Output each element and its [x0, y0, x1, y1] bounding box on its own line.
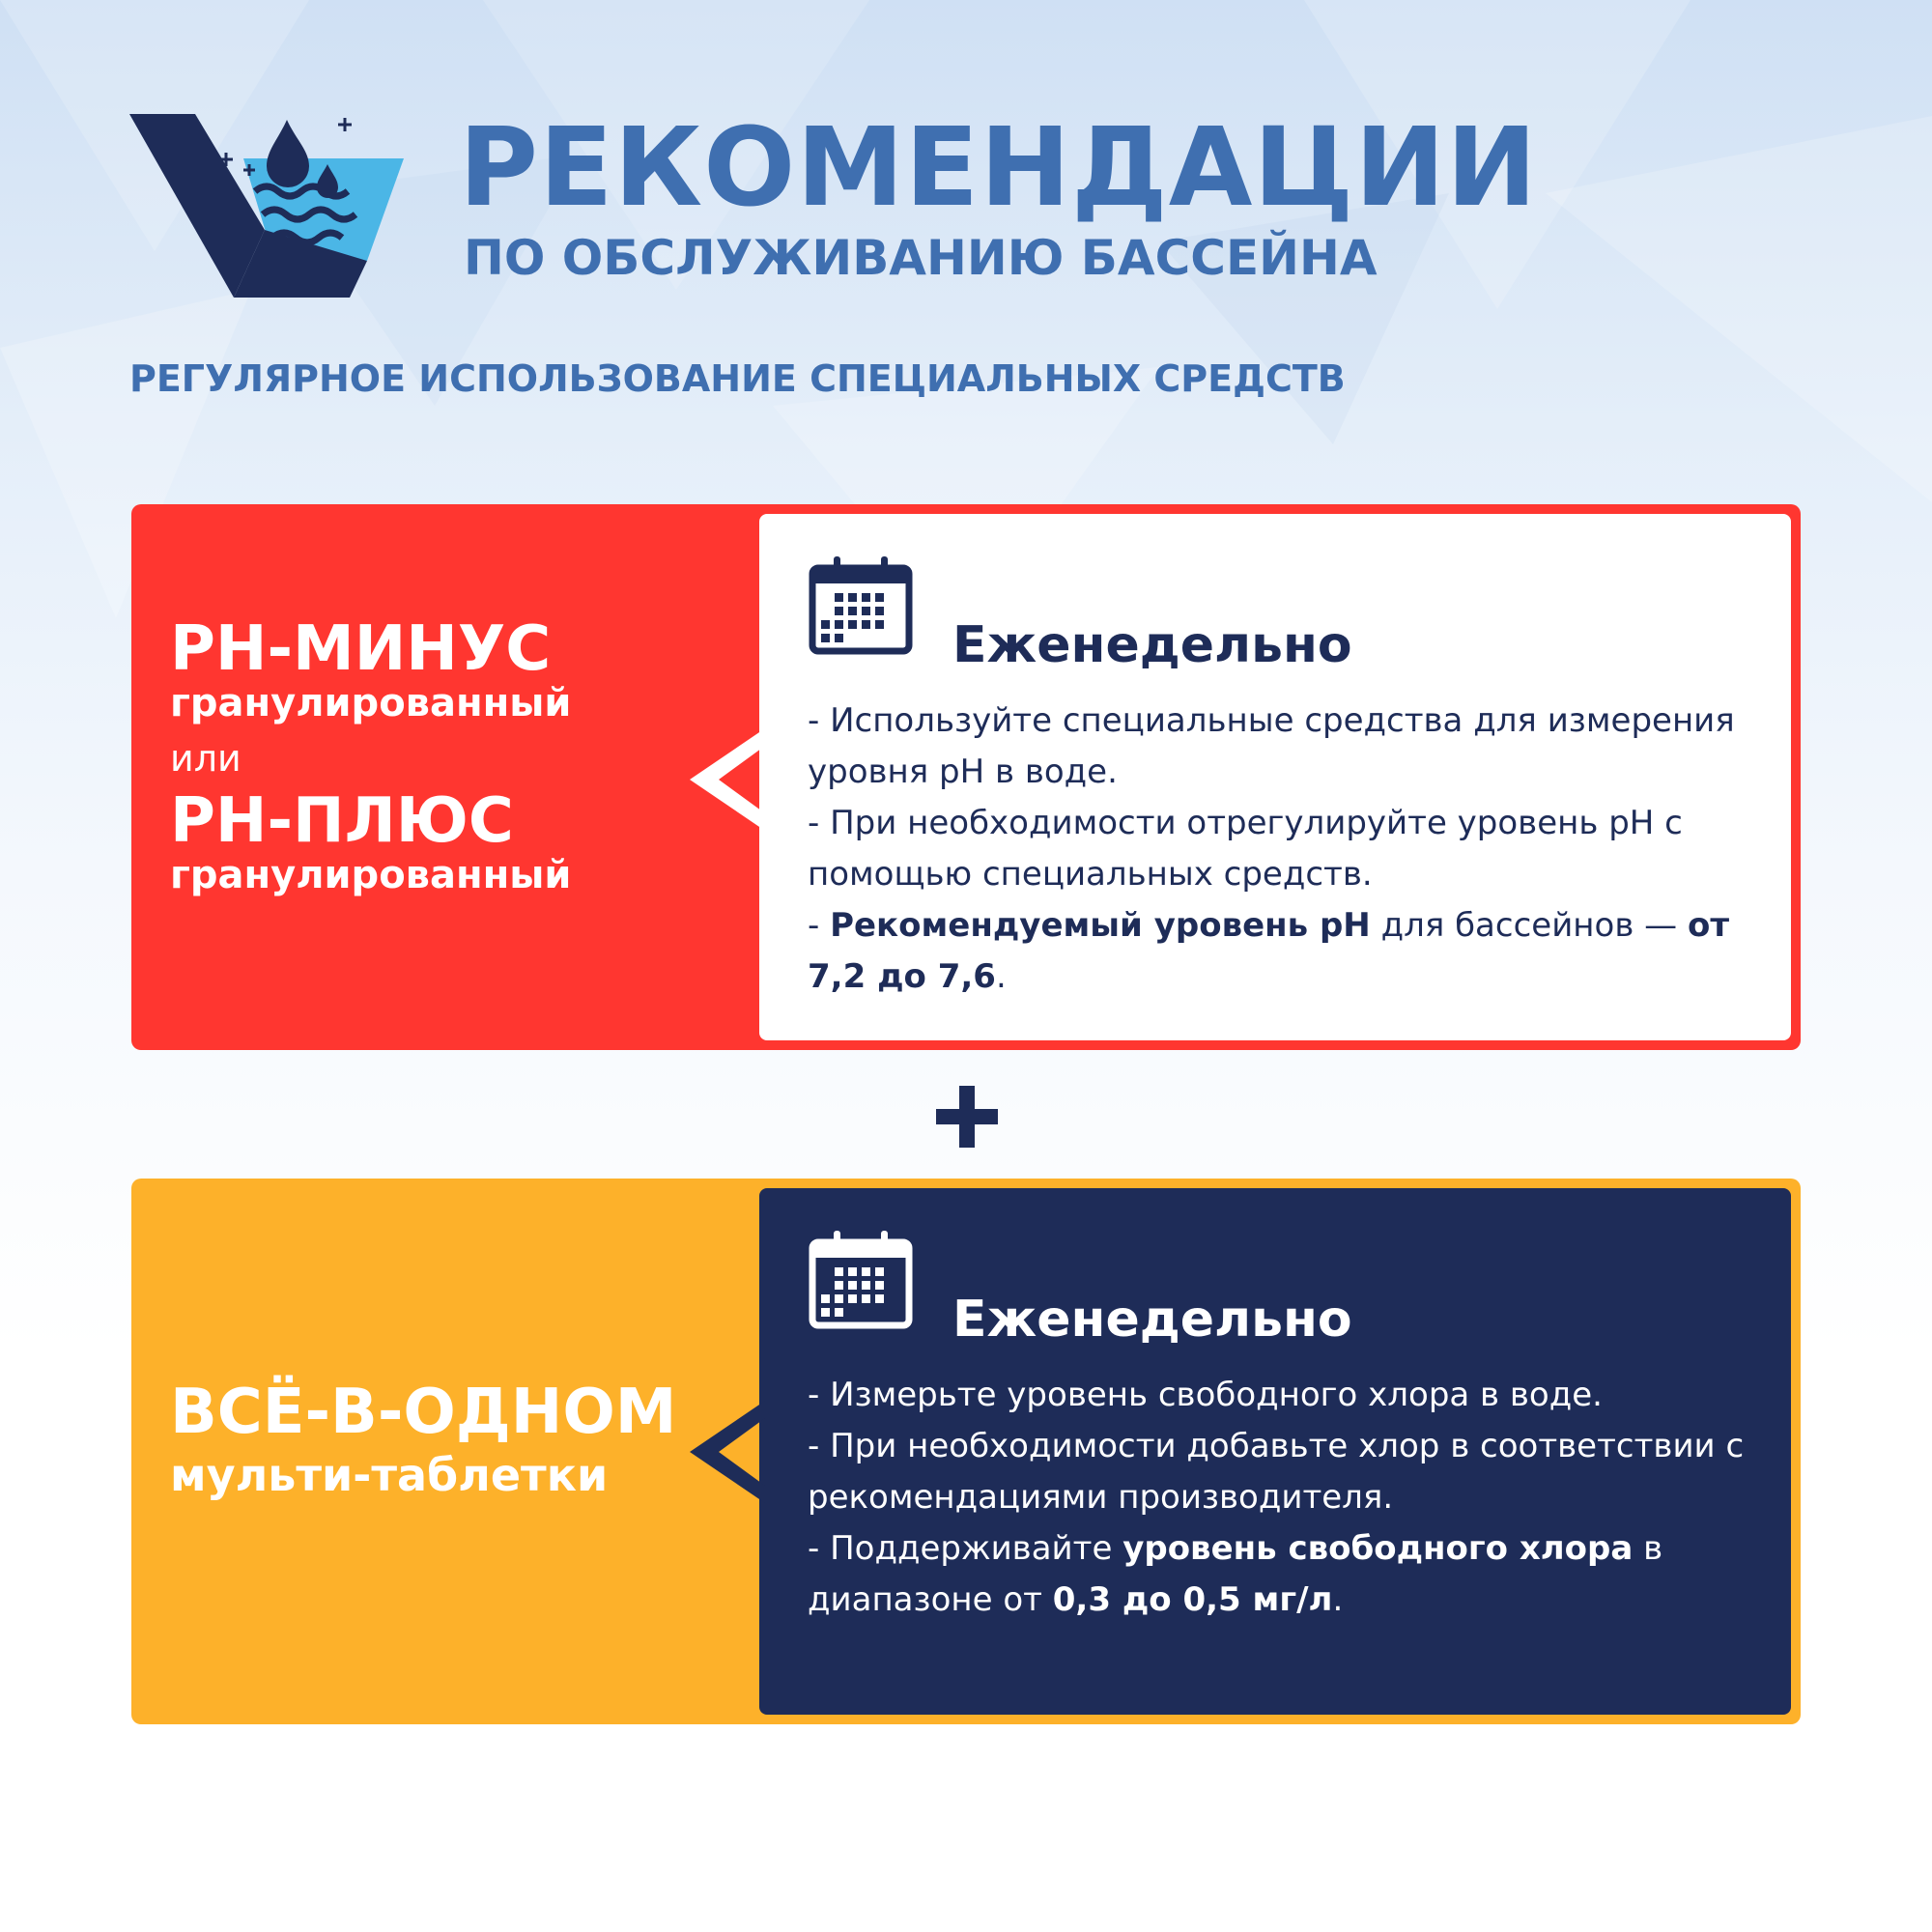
- calendar-icon: [808, 554, 914, 656]
- product-name: ВСЁ-В-ОДНОМ: [170, 1377, 677, 1448]
- ph-instructions-text: [808, 696, 1774, 1003]
- ph-card: [131, 504, 1801, 1050]
- chlorine-instructions-panel: [759, 1188, 1791, 1715]
- calendar-icon: [808, 1229, 914, 1330]
- instruction-line: - При необходимости отрегулируйте уровень pH с помощью специальных средств.: [808, 804, 1683, 894]
- ph-products: [170, 613, 572, 897]
- instruction-line: - Используйте специальные средства для измерения уровня pH в воде.: [808, 701, 1735, 791]
- chlorine-card: [131, 1179, 1801, 1724]
- instruction-line: - При необходимости добавьте хлор в соответствии с рекомендациями производителя.: [808, 1427, 1745, 1517]
- pointer-arrow-icon: [676, 1389, 773, 1515]
- ph-instructions-panel: [759, 514, 1791, 1040]
- chlorine-product: [170, 1377, 677, 1501]
- instruction-line: - Измерьте уровень свободного хлора в воде.: [808, 1376, 1603, 1414]
- product-name: PH-МИНУС: [170, 613, 552, 685]
- page-title: РЕКОМЕНДАЦИИ: [459, 105, 1538, 231]
- instruction-line: - Поддерживайте уровень свободного хлора в диапазоне от 0,3 до 0,5 мг/л.: [808, 1529, 1663, 1619]
- frequency-label: Еженедельно: [952, 616, 1352, 674]
- section-title: РЕГУЛЯРНОЕ ИСПОЛЬЗОВАНИЕ СПЕЦИАЛЬНЫХ СРЕДСТВ: [129, 357, 1346, 400]
- product-subtitle: гранулированный: [170, 681, 572, 725]
- instruction-line: - Рекомендуемый уровень pH для бассейнов — от 7,2 до 7,6.: [808, 906, 1730, 996]
- page-subtitle: ПО ОБСЛУЖИВАНИЮ БАССЕЙНА: [464, 230, 1378, 286]
- frequency-label: Еженедельно: [952, 1291, 1352, 1349]
- product-name: PH-ПЛЮС: [170, 785, 514, 857]
- pool-logo-icon: [129, 114, 410, 298]
- plus-icon: [936, 1086, 998, 1148]
- chlorine-instructions-text: [808, 1370, 1774, 1626]
- or-label: или: [170, 737, 242, 780]
- product-subtitle: мульти-таблетки: [170, 1449, 609, 1501]
- pointer-arrow-icon: [676, 717, 773, 842]
- product-subtitle: гранулированный: [170, 853, 572, 897]
